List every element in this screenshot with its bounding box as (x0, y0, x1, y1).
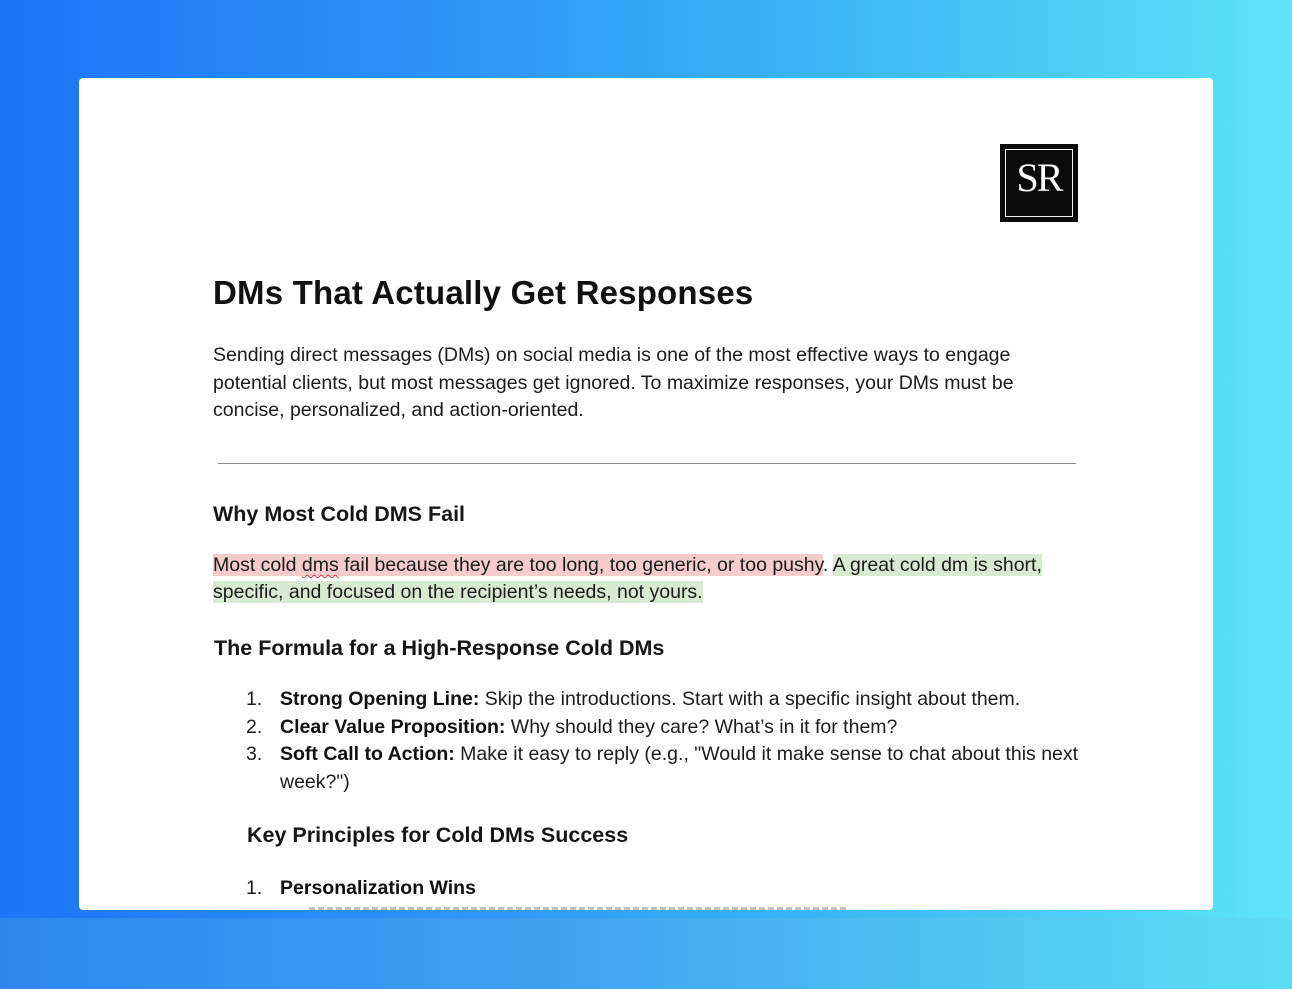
item-title: Strong Opening Line: (280, 688, 480, 710)
document-page (79, 78, 1213, 910)
item-text: Skip the introductions. Start with a specific insight about them. (479, 688, 1021, 710)
intro-paragraph: Sending direct messages (DMs) on social media is one of the most effective ways to engage potential clients, but most messages get ignored. To maximize responses, your DMs must be concise, personalized, and action-oriented. (213, 344, 1014, 421)
item-text: Make it easy to reply (e.g., "Would it make sense to chat about this next week?") (280, 743, 1079, 793)
list-item (246, 686, 1086, 714)
red-text-start: Most cold (213, 554, 302, 576)
principles-list (246, 875, 1086, 903)
cropped-text-line (309, 907, 849, 910)
list-number: 1. (246, 688, 263, 710)
list-number: 2. (246, 715, 263, 738)
logo-text: SR (1016, 155, 1062, 200)
why-fail-paragraph (213, 552, 1093, 606)
red-text-rest: fail because they are too long, too generic, or too pushy (338, 554, 823, 576)
item-title: Soft Call to Action: (280, 743, 455, 765)
spellcheck-word[interactable]: dms (301, 554, 339, 576)
list-item (246, 741, 1086, 796)
list-number: 3. (246, 743, 263, 765)
background-edge-band (1236, 0, 1292, 918)
item-title: Clear Value Proposition: (280, 715, 506, 738)
formula-list (246, 686, 1086, 796)
highlight-green: A great cold dm is short, specific, and focused on the recipient’s needs, not yours. (213, 554, 1042, 603)
heading-key-principles: Key Principles for Cold DMs Success (247, 823, 629, 847)
item-text: Why should they care? What’s in it for them? (505, 715, 898, 738)
background-bottom-band (0, 918, 1292, 989)
horizontal-rule (218, 463, 1076, 464)
highlight-red (213, 554, 823, 576)
item-title: Personalization Wins (280, 877, 476, 899)
list-item (246, 714, 1086, 742)
document-title: DMs That Actually Get Responses (213, 274, 754, 311)
sr-logo (1000, 144, 1078, 222)
list-item (246, 875, 1086, 903)
heading-formula: The Formula for a High-Response Cold DMs (214, 636, 665, 660)
period: . (822, 554, 829, 576)
list-number: 1. (246, 877, 263, 899)
heading-why-cold-dms-fail: Why Most Cold DMS Fail (213, 502, 466, 526)
